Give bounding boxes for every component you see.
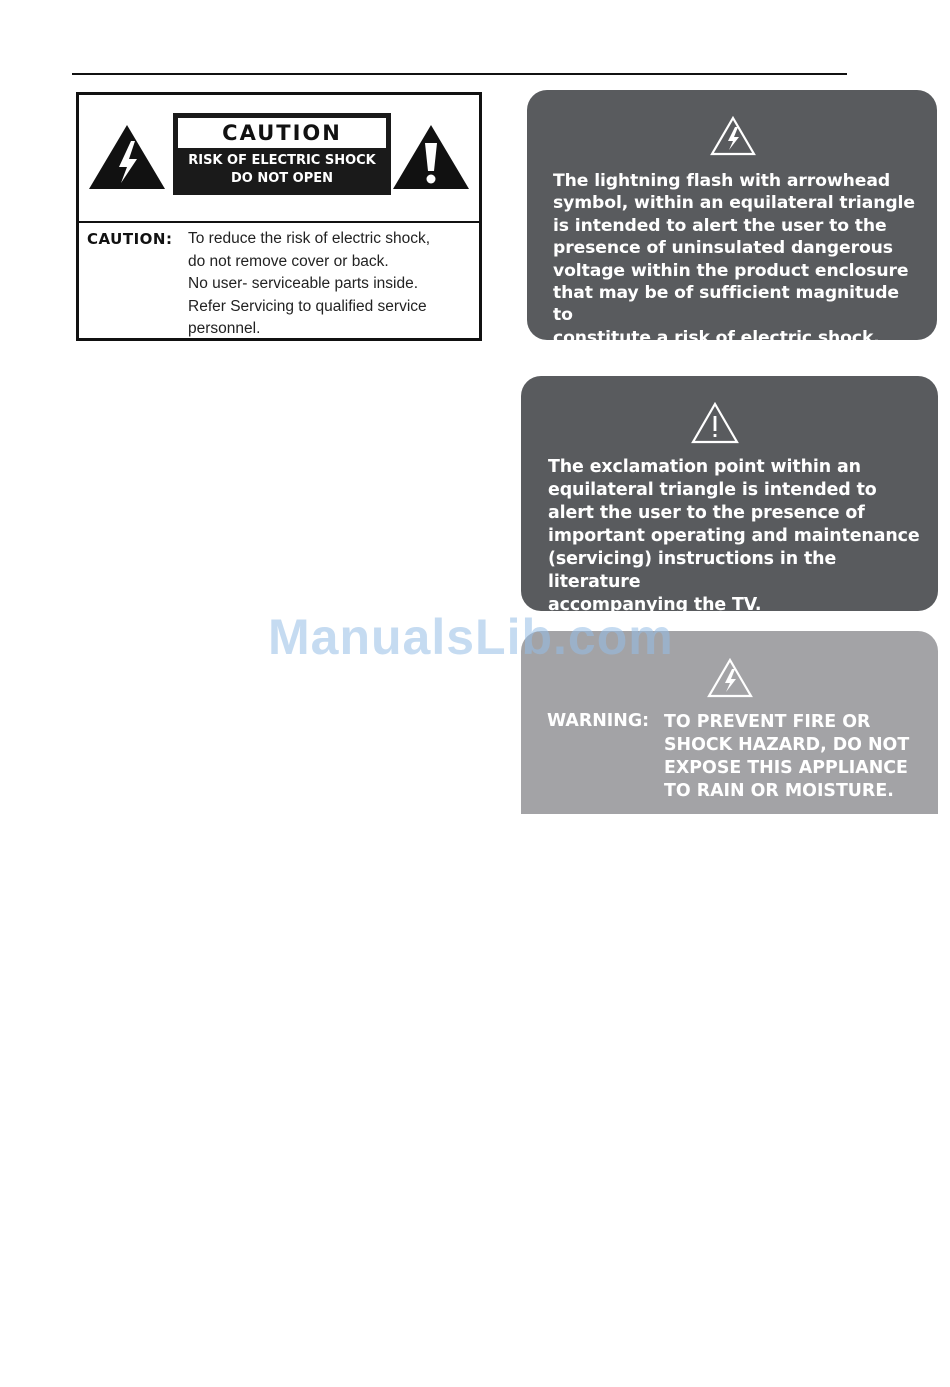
warning-line: TO RAIN OR MOISTURE. <box>664 781 894 801</box>
warning-line: EXPOSE THIS APPLIANCE <box>664 758 908 778</box>
caution-block <box>173 113 391 195</box>
caution-body-line: do not remove cover or back. <box>188 252 389 270</box>
warning-line: TO PREVENT FIRE OR <box>664 712 871 732</box>
warning-line: SHOCK HAZARD, DO NOT <box>664 735 910 755</box>
lightning-info-line: voltage within the product enclosure <box>553 260 909 281</box>
exclamation-info-line: accompanying the TV. <box>548 595 762 615</box>
lightning-triangle-icon <box>707 658 753 698</box>
lightning-info-line: constitute a risk of electric shock. <box>553 327 880 348</box>
exclamation-triangle-icon <box>391 123 471 191</box>
lightning-triangle-icon <box>87 123 167 191</box>
lightning-info-text <box>553 170 923 349</box>
top-rule <box>72 73 847 75</box>
caution-body-line: Refer Servicing to qualified service <box>188 297 427 315</box>
exclamation-info-text <box>548 456 924 617</box>
caution-risk-line: RISK OF ELECTRIC SHOCK <box>188 153 376 168</box>
caution-body-line: personnel. <box>188 320 261 337</box>
caution-label <box>76 92 482 341</box>
exclamation-info-line: equilateral triangle is intended to <box>548 480 877 500</box>
lightning-info-line: presence of uninsulated dangerous <box>553 238 893 259</box>
caution-body-line: To reduce the risk of electric shock, <box>188 230 431 247</box>
exclamation-info-line: (servicing) instructions in the literature <box>548 549 837 592</box>
lightning-triangle-icon <box>710 116 756 156</box>
exclamation-info-line: important operating and maintenance <box>548 526 920 546</box>
caution-label-header <box>79 95 479 223</box>
lightning-info-box <box>527 90 937 348</box>
exclamation-info-box <box>521 376 938 615</box>
watermark: ManualsLib.com <box>268 609 674 665</box>
lightning-info-line: that may be of sufficient magnitude to <box>553 283 899 326</box>
caution-do-not-open-line: DO NOT OPEN <box>230 171 334 186</box>
caution-body-line: No user- serviceable parts inside. <box>188 275 419 292</box>
warning-text <box>664 711 909 803</box>
lightning-info-line: symbol, within an equilateral triangle <box>553 193 915 214</box>
exclamation-info-line: The exclamation point within an <box>548 457 861 477</box>
warning-heading: WARNING: <box>547 711 650 731</box>
lightning-info-line: The lightning flash with arrowhead <box>553 171 891 191</box>
caution-body-text <box>188 228 430 341</box>
exclamation-triangle-icon <box>691 402 739 444</box>
lightning-info-line: is intended to alert the user to the <box>553 215 887 236</box>
exclamation-info-line: alert the user to the presence of <box>548 503 865 523</box>
caution-title: CAUTION <box>178 118 386 148</box>
caution-body-heading: CAUTION: <box>87 230 173 248</box>
caution-label-body <box>79 223 479 335</box>
